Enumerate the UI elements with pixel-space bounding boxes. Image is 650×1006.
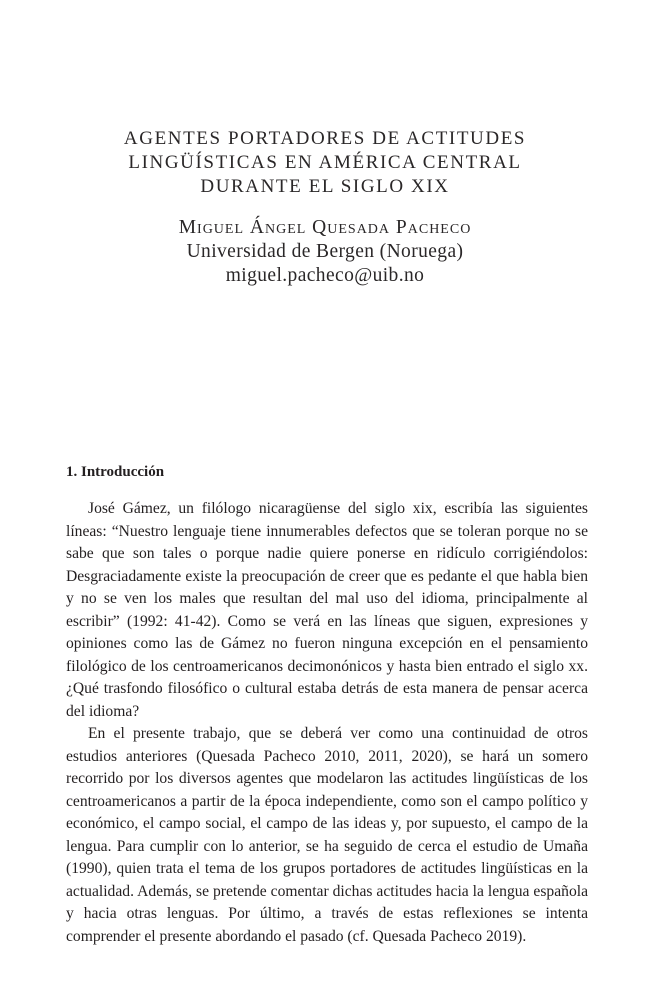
article-title: [0, 127, 650, 199]
author-email: miguel.pacheco@uib.no: [225, 265, 425, 286]
paragraph-1: José Gámez, un filólogo nicaragüense del siglo xix, escribía las siguientes líneas: “Nuestro lenguaje tiene innumerables defectos que se toleran porque no se sabe que son tales o porque nadie quiere ponerse en ridículo corrigiéndolos: Desgraciadamente existe la preocupación de creer que es pedante el que habla bien y no se ven los males que resultan del mal uso del idioma, principalmente al escribir” (1992: 41-42). Como se verá en las líneas que siguen, expresiones y opiniones como las de Gámez no fueron ninguna excepción en el pensamiento filológico de los centroamericanos decimonónicos y hasta bien entrado el siglo xx. ¿Qué trasfondo filosófico o cultural estaba detrás de esta manera de pensar acerca del idioma?: [66, 500, 588, 720]
author-affiliation: Universidad de Bergen (Noruega): [186, 241, 464, 262]
section-heading: 1. Introducción: [66, 464, 165, 480]
paragraph-2: En el presente trabajo, que se deberá ver como una continuidad de otros estudios anteriores (Quesada Pacheco 2010, 2011, 2020), se hará un somero recorrido por los diversos agentes que modelaron las actitudes lingüísticas de los centroamericanos a partir de la época independiente, como son el campo político y económico, el campo social, el campo de las ideas y, por supuesto, el campo de la lengua. Para cumplir con lo anterior, se ha seguido de cerca el estudio de Umaña (1990), quien trata el tema de los grupos portadores de actitudes lingüísticas en la actualidad. Además, se pretende comentar dichas actitudes hacia la lengua española y hacia otras lenguas. Por último, a través de estas reflexiones se intenta comprender el presente abordando el pasado (cf. Quesada Pacheco 2019).: [66, 725, 588, 945]
author-block: [0, 216, 650, 288]
section-body: [66, 498, 588, 948]
title-line-1: AGENTES PORTADORES DE ACTITUDES: [123, 128, 527, 149]
author-name: Miguel Ángel Quesada Pacheco: [178, 217, 472, 238]
title-line-3: DURANTE EL SIGLO XIX: [200, 176, 450, 197]
title-line-2: LINGÜÍSTICAS EN AMÉRICA CENTRAL: [128, 152, 522, 173]
